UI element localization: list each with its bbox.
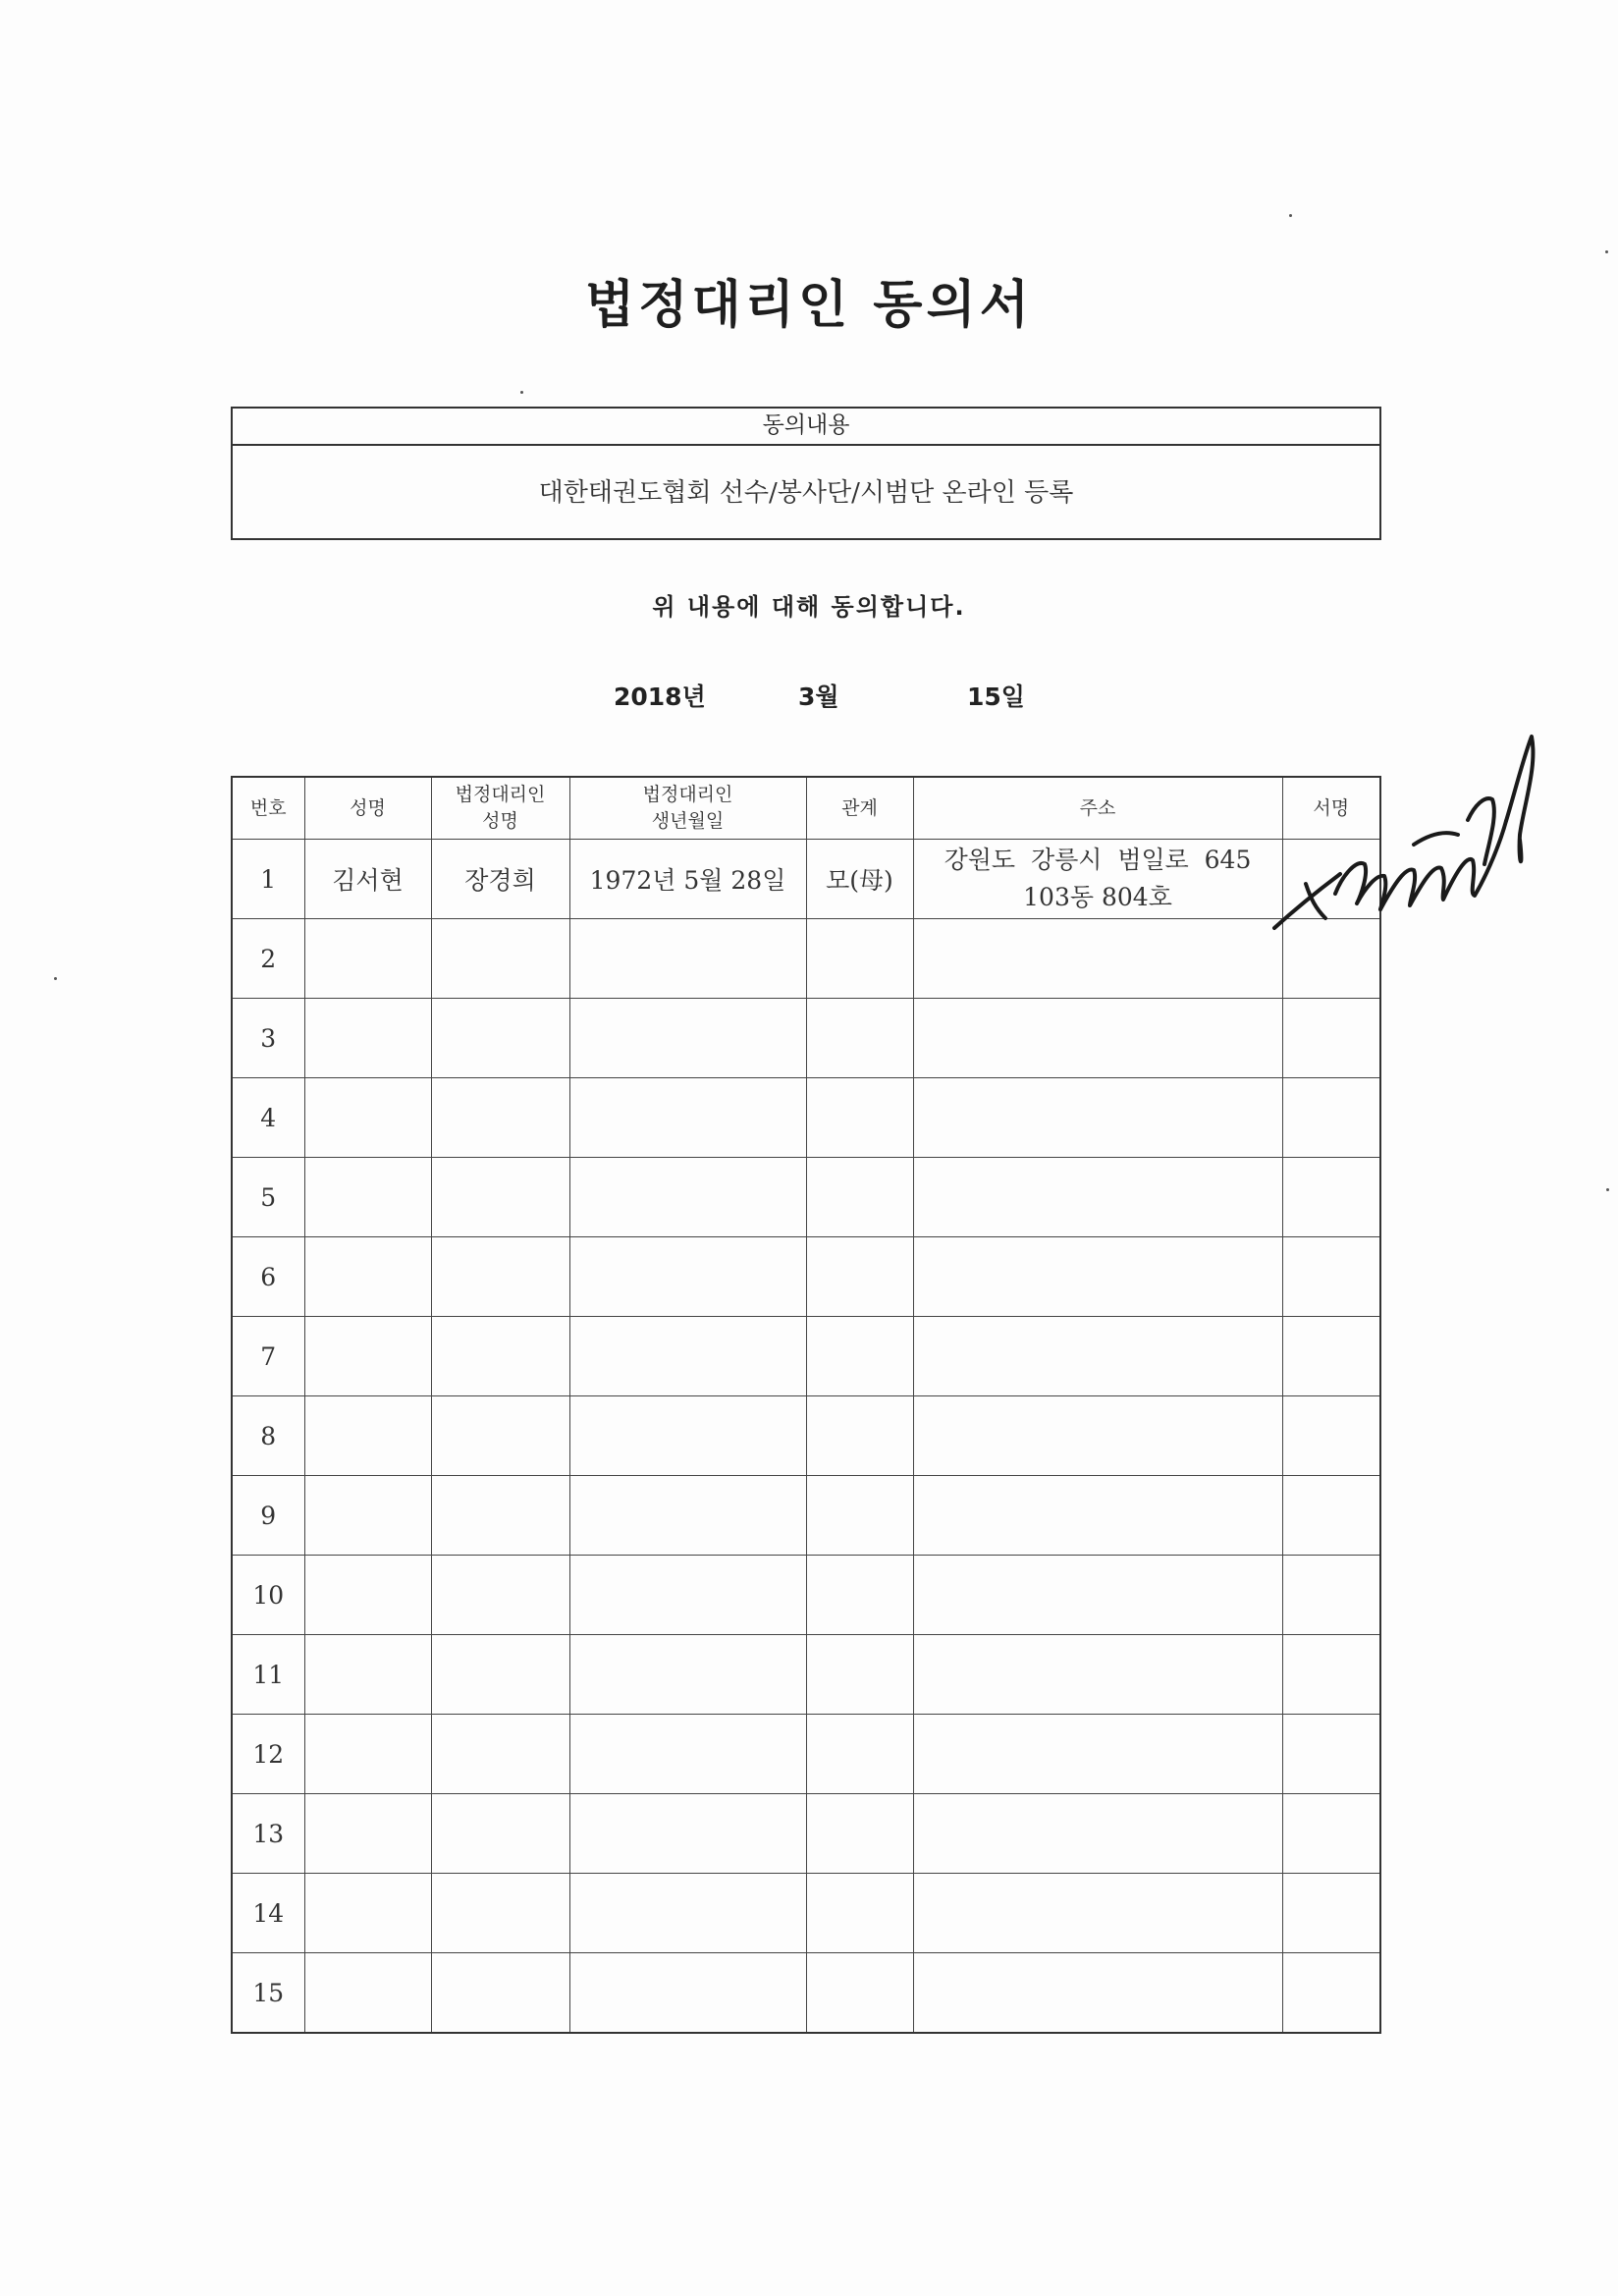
- address-line1: 강원도 강릉시 범일로 645: [944, 846, 1252, 874]
- cell-address: [913, 1396, 1282, 1476]
- cell-signature: [1282, 1715, 1380, 1794]
- cell-address: [913, 1237, 1282, 1317]
- cell-guardian: [431, 1715, 569, 1794]
- cell-signature: [1282, 1953, 1380, 2034]
- cell-no: 9: [232, 1476, 304, 1556]
- cell-birth: 1972년 5월 28일: [569, 840, 806, 919]
- cell-relation: [806, 1953, 913, 2034]
- cell-no: 13: [232, 1794, 304, 1874]
- consent-header: 동의내용: [233, 409, 1379, 446]
- cell-relation: [806, 1237, 913, 1317]
- cell-guardian: [431, 1317, 569, 1396]
- cell-name: [304, 1794, 431, 1874]
- consent-box: [231, 407, 1381, 540]
- cell-name: [304, 1715, 431, 1794]
- cell-name: [304, 1635, 431, 1715]
- cell-signature: [1282, 1317, 1380, 1396]
- cell-signature: [1282, 1396, 1380, 1476]
- scan-speck: [520, 391, 523, 394]
- cell-guardian: [431, 1635, 569, 1715]
- cell-no: 8: [232, 1396, 304, 1476]
- cell-signature: [1282, 1078, 1380, 1158]
- cell-address: [913, 1556, 1282, 1635]
- scan-speck: [54, 977, 57, 980]
- cell-guardian: [431, 919, 569, 999]
- header-guardian-name-line2: 성명: [482, 810, 518, 832]
- table-row: [232, 1396, 1380, 1476]
- header-guardian-name-line1: 법정대리인: [455, 784, 546, 805]
- cell-guardian: [431, 1237, 569, 1317]
- header-guardian-birth-line1: 법정대리인: [642, 784, 733, 805]
- cell-address: [913, 919, 1282, 999]
- header-no: 번호: [232, 777, 304, 840]
- cell-birth: [569, 1158, 806, 1237]
- date-day: 15일: [967, 683, 1025, 711]
- cell-guardian: [431, 1078, 569, 1158]
- cell-relation: 모(母): [806, 840, 913, 919]
- cell-address: [913, 840, 1282, 919]
- address-line2: 103동 804호: [1023, 883, 1172, 911]
- page-title: 법정대리인 동의서: [585, 275, 1033, 335]
- cell-name: [304, 1476, 431, 1556]
- cell-signature: [1282, 1635, 1380, 1715]
- scan-speck: [1289, 214, 1292, 217]
- cell-guardian: [431, 1396, 569, 1476]
- cell-no: 14: [232, 1874, 304, 1953]
- cell-relation: [806, 999, 913, 1078]
- table-row: [232, 1158, 1380, 1237]
- cell-address: [913, 1715, 1282, 1794]
- consent-text: 대한태권도협회 선수/봉사단/시범단 온라인 등록: [538, 478, 1074, 508]
- cell-relation: [806, 1476, 913, 1556]
- cell-name: [304, 1158, 431, 1237]
- cell-relation: [806, 1317, 913, 1396]
- cell-no: 5: [232, 1158, 304, 1237]
- cell-birth: [569, 1476, 806, 1556]
- cell-signature: [1282, 999, 1380, 1078]
- cell-name: [304, 1874, 431, 1953]
- cell-address: [913, 1874, 1282, 1953]
- cell-name: [304, 1953, 431, 2034]
- agree-statement: 위 내용에 대해 동의합니다.: [652, 593, 966, 621]
- cell-signature: [1282, 1874, 1380, 1953]
- table-header-row: [232, 777, 1380, 840]
- cell-name: [304, 1396, 431, 1476]
- cell-relation: [806, 1874, 913, 1953]
- cell-relation: [806, 1715, 913, 1794]
- scan-speck: [1605, 250, 1608, 253]
- cell-name: [304, 1317, 431, 1396]
- scan-speck: [1606, 1188, 1609, 1191]
- guardian-table: [231, 776, 1381, 2034]
- cell-birth: [569, 1715, 806, 1794]
- cell-relation: [806, 919, 913, 999]
- header-guardian-name: [431, 777, 569, 840]
- cell-signature: [1282, 1476, 1380, 1556]
- table-row: [232, 1953, 1380, 2034]
- cell-guardian: [431, 1476, 569, 1556]
- date-month: 3월: [798, 683, 839, 711]
- table-row: [232, 1715, 1380, 1794]
- cell-guardian: [431, 999, 569, 1078]
- cell-no: 7: [232, 1317, 304, 1396]
- cell-relation: [806, 1794, 913, 1874]
- table-row: [232, 1794, 1380, 1874]
- header-relation: 관계: [806, 777, 913, 840]
- cell-address: [913, 1158, 1282, 1237]
- cell-address: [913, 1078, 1282, 1158]
- cell-birth: [569, 1874, 806, 1953]
- date-year: 2018년: [614, 683, 706, 711]
- cell-no: 1: [232, 840, 304, 919]
- cell-no: 3: [232, 999, 304, 1078]
- table-row: [232, 1874, 1380, 1953]
- header-name: 성명: [304, 777, 431, 840]
- cell-relation: [806, 1158, 913, 1237]
- table-row: [232, 1237, 1380, 1317]
- cell-guardian: [431, 1874, 569, 1953]
- cell-no: 15: [232, 1953, 304, 2034]
- cell-address: [913, 1317, 1282, 1396]
- cell-birth: [569, 1556, 806, 1635]
- cell-address: [913, 1953, 1282, 2034]
- cell-address: [913, 1635, 1282, 1715]
- cell-birth: [569, 919, 806, 999]
- cell-name: 김서현: [304, 840, 431, 919]
- cell-signature: [1282, 1556, 1380, 1635]
- cell-address: [913, 1476, 1282, 1556]
- table-row: [232, 919, 1380, 999]
- cell-signature: [1282, 1237, 1380, 1317]
- cell-no: 2: [232, 919, 304, 999]
- header-guardian-birth: [569, 777, 806, 840]
- cell-name: [304, 919, 431, 999]
- table-row: [232, 999, 1380, 1078]
- cell-guardian: [431, 1158, 569, 1237]
- cell-birth: [569, 1317, 806, 1396]
- cell-no: 11: [232, 1635, 304, 1715]
- table-row: [232, 1317, 1380, 1396]
- cell-signature: [1282, 1794, 1380, 1874]
- table-row: [232, 1556, 1380, 1635]
- cell-birth: [569, 1237, 806, 1317]
- cell-birth: [569, 1635, 806, 1715]
- table-row: [232, 840, 1380, 919]
- cell-birth: [569, 1794, 806, 1874]
- cell-no: 4: [232, 1078, 304, 1158]
- cell-name: [304, 1556, 431, 1635]
- header-signature: 서명: [1282, 777, 1380, 840]
- cell-guardian: [431, 1556, 569, 1635]
- cell-relation: [806, 1635, 913, 1715]
- cell-relation: [806, 1078, 913, 1158]
- table-row: [232, 1476, 1380, 1556]
- cell-no: 10: [232, 1556, 304, 1635]
- cell-address: [913, 1794, 1282, 1874]
- signature-mark: [1267, 727, 1551, 943]
- table-row: [232, 1635, 1380, 1715]
- cell-name: [304, 1078, 431, 1158]
- cell-signature: [1282, 1158, 1380, 1237]
- cell-birth: [569, 1078, 806, 1158]
- cell-relation: [806, 1556, 913, 1635]
- cell-birth: [569, 999, 806, 1078]
- cell-guardian: [431, 1953, 569, 2034]
- cell-no: 12: [232, 1715, 304, 1794]
- cell-name: [304, 1237, 431, 1317]
- cell-name: [304, 999, 431, 1078]
- cell-birth: [569, 1396, 806, 1476]
- cell-relation: [806, 1396, 913, 1476]
- header-address: 주소: [913, 777, 1282, 840]
- cell-guardian: [431, 1794, 569, 1874]
- table-row: [232, 1078, 1380, 1158]
- header-guardian-birth-line2: 생년월일: [651, 810, 725, 832]
- cell-address: [913, 999, 1282, 1078]
- cell-guardian: 장경희: [431, 840, 569, 919]
- cell-no: 6: [232, 1237, 304, 1317]
- cell-birth: [569, 1953, 806, 2034]
